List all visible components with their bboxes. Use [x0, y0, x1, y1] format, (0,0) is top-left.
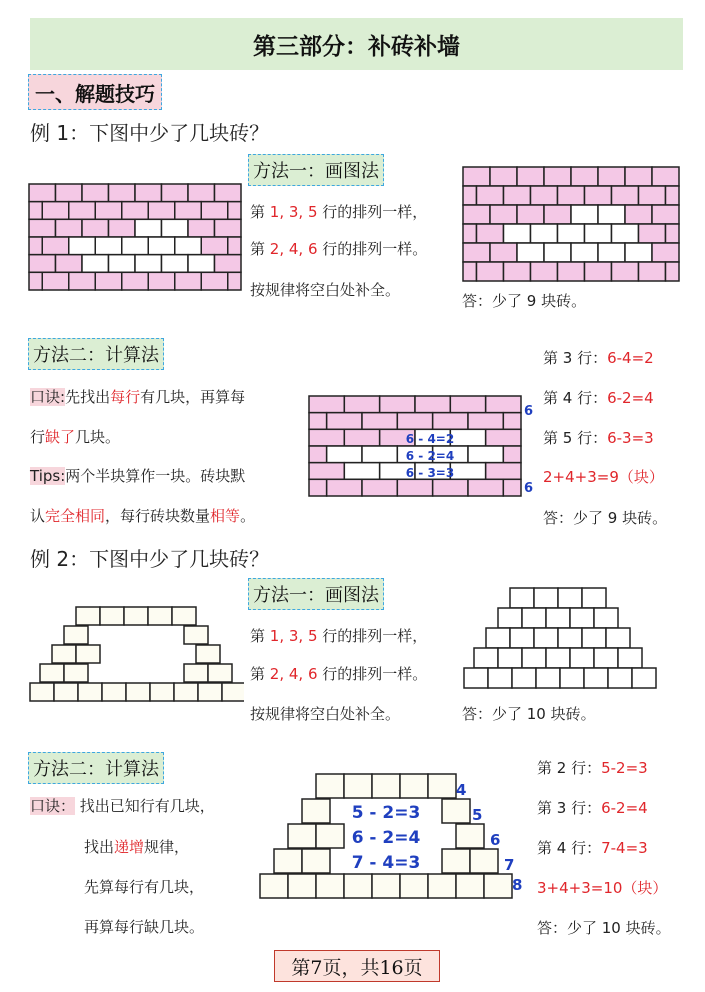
- brick: [309, 429, 344, 446]
- brick: [558, 262, 585, 281]
- brick: [122, 272, 149, 290]
- brick: [201, 272, 228, 290]
- brick: [612, 262, 639, 281]
- calc-label-row3: 6 - 4=2: [405, 432, 455, 446]
- brick: [148, 202, 175, 220]
- calc-label-row5: 6 - 3=3: [405, 466, 455, 480]
- brick: [584, 668, 608, 688]
- ex1-calc-wall: [308, 395, 538, 500]
- brick: [428, 774, 456, 798]
- brick: [456, 874, 484, 898]
- brick: [463, 262, 477, 281]
- brick: [570, 648, 594, 668]
- brick: [316, 874, 344, 898]
- brick: [82, 184, 109, 202]
- brick: [78, 683, 102, 701]
- brick: [29, 219, 56, 237]
- brick: [260, 874, 288, 898]
- missing-brick: [585, 224, 612, 243]
- brick: [42, 202, 69, 220]
- ex2-tip-line1: 口诀： 找出已知行有几块，: [30, 797, 215, 815]
- brick: [484, 874, 512, 898]
- brick: [456, 824, 484, 848]
- calc-label-row4: 6 - 2=4: [405, 449, 455, 463]
- brick: [309, 413, 327, 430]
- brick: [76, 645, 100, 663]
- brick: [362, 413, 397, 430]
- missing-brick: [82, 255, 109, 273]
- brick: [486, 396, 521, 413]
- brick: [546, 608, 570, 628]
- missing-brick: [135, 219, 162, 237]
- brick: [148, 607, 172, 625]
- example2-question: 例 2：下图中少了几块砖？: [30, 547, 270, 571]
- brick: [490, 205, 517, 224]
- ex1-method1-label: 方法一：画图法: [248, 154, 384, 186]
- brick: [503, 446, 521, 463]
- brick: [468, 413, 503, 430]
- brick: [196, 645, 220, 663]
- ex2-pyramid-completed: [462, 586, 662, 692]
- brick: [490, 243, 517, 262]
- ex2-calc-row2: 第 2 行：5-2=3: [537, 759, 648, 777]
- missing-brick: [544, 243, 571, 262]
- calc-label-row3: 6 - 2=4: [351, 828, 421, 848]
- missing-brick: [95, 237, 122, 255]
- count-label-row2: 5: [472, 806, 483, 824]
- brick: [188, 219, 215, 237]
- missing-brick: [468, 446, 503, 463]
- brick: [544, 167, 571, 186]
- brick: [228, 237, 241, 255]
- brick: [201, 202, 228, 220]
- brick: [512, 668, 536, 688]
- missing-brick: [69, 237, 96, 255]
- brick: [208, 664, 232, 682]
- ex1-m1-line3: 按规律将空白处补全。: [250, 281, 401, 299]
- brick: [344, 429, 379, 446]
- ex1-calc-row5: 第 5 行：6-3=3: [543, 429, 654, 447]
- brick: [504, 262, 531, 281]
- brick: [625, 205, 652, 224]
- brick: [288, 824, 316, 848]
- brick: [666, 262, 680, 281]
- ex1-m1-line1: 第 1, 3, 5 行的排列一样，: [250, 203, 428, 221]
- brick: [135, 184, 162, 202]
- brick: [56, 184, 83, 202]
- brick: [536, 668, 560, 688]
- brick: [76, 607, 100, 625]
- brick: [56, 255, 83, 273]
- ex1-tips-line2: 认完全相同，每行砖块数量相等。: [30, 507, 256, 525]
- brick: [504, 186, 531, 205]
- brick: [522, 608, 546, 628]
- brick: [608, 668, 632, 688]
- brick: [40, 664, 64, 682]
- brick: [102, 683, 126, 701]
- brick: [30, 683, 54, 701]
- brick: [510, 588, 534, 608]
- ex1-calc-answer: 答：少了 9 块砖。: [543, 509, 668, 527]
- brick: [534, 628, 558, 648]
- brick: [606, 628, 630, 648]
- brick: [124, 607, 148, 625]
- brick: [498, 608, 522, 628]
- brick: [582, 588, 606, 608]
- brick: [488, 668, 512, 688]
- brick: [302, 799, 330, 823]
- brick: [558, 588, 582, 608]
- brick: [503, 413, 521, 430]
- brick: [316, 824, 344, 848]
- brick: [464, 668, 488, 688]
- missing-brick: [598, 243, 625, 262]
- calc-label-row4: 7 - 4=3: [351, 853, 421, 873]
- brick: [54, 683, 78, 701]
- brick: [288, 874, 316, 898]
- brick: [531, 262, 558, 281]
- brick: [442, 849, 470, 873]
- brick: [148, 272, 175, 290]
- brick: [184, 664, 208, 682]
- brick: [42, 237, 69, 255]
- ex1-wall-with-gap: [28, 183, 242, 291]
- brick: [531, 186, 558, 205]
- brick: [560, 668, 584, 688]
- missing-brick: [188, 255, 215, 273]
- ex1-calc-row4: 第 4 行：6-2=4: [543, 389, 654, 407]
- brick: [582, 628, 606, 648]
- brick: [397, 479, 432, 496]
- brick: [477, 186, 504, 205]
- brick: [188, 184, 215, 202]
- brick: [95, 202, 122, 220]
- missing-brick: [531, 224, 558, 243]
- brick: [463, 205, 490, 224]
- brick: [316, 774, 344, 798]
- ex2-m1-answer: 答：少了 10 块砖。: [462, 705, 596, 723]
- brick: [344, 774, 372, 798]
- missing-brick: [344, 463, 379, 480]
- brick: [558, 628, 582, 648]
- brick: [228, 272, 241, 290]
- brick: [372, 774, 400, 798]
- brick: [201, 237, 228, 255]
- brick: [198, 683, 222, 701]
- brick: [42, 272, 69, 290]
- brick: [52, 645, 76, 663]
- brick: [122, 202, 149, 220]
- brick: [517, 205, 544, 224]
- brick: [362, 479, 397, 496]
- brick: [486, 463, 521, 480]
- ex1-tip-line1: 口诀:先找出每行有几块，再算每: [30, 388, 246, 406]
- ex2-calc-pyramid: [256, 772, 526, 900]
- brick: [442, 799, 470, 823]
- brick: [344, 396, 379, 413]
- brick: [490, 167, 517, 186]
- count-label-top: 6: [524, 404, 534, 419]
- ex1-tip-line2: 行缺了几块。: [30, 428, 121, 446]
- brick: [302, 849, 330, 873]
- brick: [327, 479, 362, 496]
- brick: [433, 479, 468, 496]
- ex1-calc-row3: 第 3 行：6-4=2: [543, 349, 654, 367]
- brick: [570, 608, 594, 628]
- brick: [463, 224, 477, 243]
- missing-brick: [598, 205, 625, 224]
- brick: [309, 479, 327, 496]
- brick: [29, 255, 56, 273]
- brick: [64, 626, 88, 644]
- brick: [625, 167, 652, 186]
- ex1-tips-line1: Tips:两个半块算作一块。砖块默: [30, 467, 246, 485]
- ex2-calc-row4: 第 4 行：7-4=3: [537, 839, 648, 857]
- brick: [309, 463, 344, 480]
- missing-brick: [362, 446, 397, 463]
- brick: [546, 648, 570, 668]
- brick: [150, 683, 174, 701]
- brick: [175, 272, 202, 290]
- brick: [415, 396, 450, 413]
- missing-brick: [558, 224, 585, 243]
- brick: [503, 479, 521, 496]
- brick: [517, 167, 544, 186]
- brick: [109, 184, 136, 202]
- ex2-tip-line3: 先算每行有几块，: [84, 878, 205, 896]
- brick: [486, 628, 510, 648]
- missing-brick: [135, 255, 162, 273]
- brick: [468, 479, 503, 496]
- brick: [510, 628, 534, 648]
- count-label-row3: 6: [490, 831, 501, 849]
- ex2-tip-line2: 找出递增规律，: [84, 838, 190, 856]
- brick: [594, 608, 618, 628]
- count-label-row4: 7: [504, 856, 515, 874]
- ex1-method2-label: 方法二：计算法: [28, 338, 164, 370]
- brick: [344, 874, 372, 898]
- brick: [428, 874, 456, 898]
- brick: [639, 224, 666, 243]
- brick: [470, 849, 498, 873]
- missing-brick: [162, 219, 189, 237]
- count-label-bottom: 6: [524, 481, 534, 496]
- brick: [639, 186, 666, 205]
- ex2-pyramid-with-gap: [28, 605, 244, 705]
- brick: [477, 224, 504, 243]
- brick: [29, 184, 56, 202]
- brick: [498, 648, 522, 668]
- brick: [184, 626, 208, 644]
- brick: [397, 413, 432, 430]
- missing-brick: [450, 429, 485, 446]
- ex2-calc-row3: 第 3 行：6-2=4: [537, 799, 648, 817]
- ex1-m1-line2: 第 2, 4, 6 行的排列一样。: [250, 240, 428, 258]
- brick: [175, 202, 202, 220]
- brick: [463, 167, 490, 186]
- ex1-wall-completed: [462, 166, 680, 282]
- brick: [380, 396, 415, 413]
- ex2-m1-line2: 第 2, 4, 6 行的排列一样。: [250, 665, 428, 683]
- missing-brick: [571, 205, 598, 224]
- missing-brick: [109, 255, 136, 273]
- ex2-m1-line3: 按规律将空白处补全。: [250, 705, 401, 723]
- brick: [327, 413, 362, 430]
- brick: [64, 664, 88, 682]
- brick: [474, 648, 498, 668]
- brick: [594, 648, 618, 668]
- brick: [463, 186, 477, 205]
- brick: [174, 683, 198, 701]
- brick: [639, 262, 666, 281]
- brick: [109, 219, 136, 237]
- brick: [162, 184, 189, 202]
- missing-brick: [148, 237, 175, 255]
- ex2-method2-label: 方法二：计算法: [28, 752, 164, 784]
- missing-brick: [327, 446, 362, 463]
- brick: [69, 272, 96, 290]
- brick: [400, 774, 428, 798]
- brick: [100, 607, 124, 625]
- brick: [585, 262, 612, 281]
- missing-brick: [625, 243, 652, 262]
- brick: [652, 243, 679, 262]
- brick: [222, 683, 244, 701]
- brick: [612, 186, 639, 205]
- section-heading: 一、解题技巧: [28, 74, 162, 110]
- brick: [477, 262, 504, 281]
- brick: [172, 607, 196, 625]
- ex1-m1-answer: 答：少了 9 块砖。: [462, 292, 587, 310]
- count-label-row5: 8: [512, 876, 523, 894]
- example1-question: 例 1：下图中少了几块砖？: [30, 121, 270, 145]
- ex2-tip-line4: 再算每行缺几块。: [84, 918, 205, 936]
- ex1-calc-sum: 2+4+3=9（块）: [543, 468, 664, 486]
- brick: [215, 255, 242, 273]
- brick: [309, 446, 327, 463]
- page-title: 第三部分：补砖补墙: [30, 18, 683, 70]
- missing-brick: [517, 243, 544, 262]
- ex2-method1-label: 方法一：画图法: [248, 578, 384, 610]
- brick: [666, 224, 680, 243]
- brick: [544, 205, 571, 224]
- brick: [632, 668, 656, 688]
- page-number: 第7页，共16页: [274, 950, 440, 982]
- brick: [534, 588, 558, 608]
- brick: [463, 243, 490, 262]
- ex2-m1-line1: 第 1, 3, 5 行的排列一样，: [250, 627, 428, 645]
- brick: [69, 202, 96, 220]
- brick: [666, 186, 680, 205]
- brick: [29, 202, 42, 220]
- brick: [56, 219, 83, 237]
- brick: [215, 184, 242, 202]
- calc-label-row2: 5 - 2=3: [351, 803, 421, 823]
- brick: [652, 167, 679, 186]
- ex2-calc-sum: 3+4+3=10（块）: [537, 879, 668, 897]
- brick: [29, 272, 42, 290]
- count-label-row1: 4: [456, 781, 467, 799]
- brick: [309, 396, 344, 413]
- brick: [571, 167, 598, 186]
- missing-brick: [122, 237, 149, 255]
- missing-brick: [450, 463, 485, 480]
- brick: [558, 186, 585, 205]
- missing-brick: [504, 224, 531, 243]
- brick: [585, 186, 612, 205]
- missing-brick: [175, 237, 202, 255]
- brick: [450, 396, 485, 413]
- brick: [372, 874, 400, 898]
- missing-brick: [571, 243, 598, 262]
- brick: [522, 648, 546, 668]
- missing-brick: [162, 255, 189, 273]
- brick: [228, 202, 241, 220]
- brick: [598, 167, 625, 186]
- brick: [652, 205, 679, 224]
- brick: [82, 219, 109, 237]
- brick: [126, 683, 150, 701]
- brick: [400, 874, 428, 898]
- ex2-calc-answer: 答：少了 10 块砖。: [537, 919, 671, 937]
- brick: [29, 237, 42, 255]
- brick: [274, 849, 302, 873]
- brick: [433, 413, 468, 430]
- brick: [618, 648, 642, 668]
- brick: [95, 272, 122, 290]
- missing-brick: [612, 224, 639, 243]
- brick: [215, 219, 242, 237]
- brick: [486, 429, 521, 446]
